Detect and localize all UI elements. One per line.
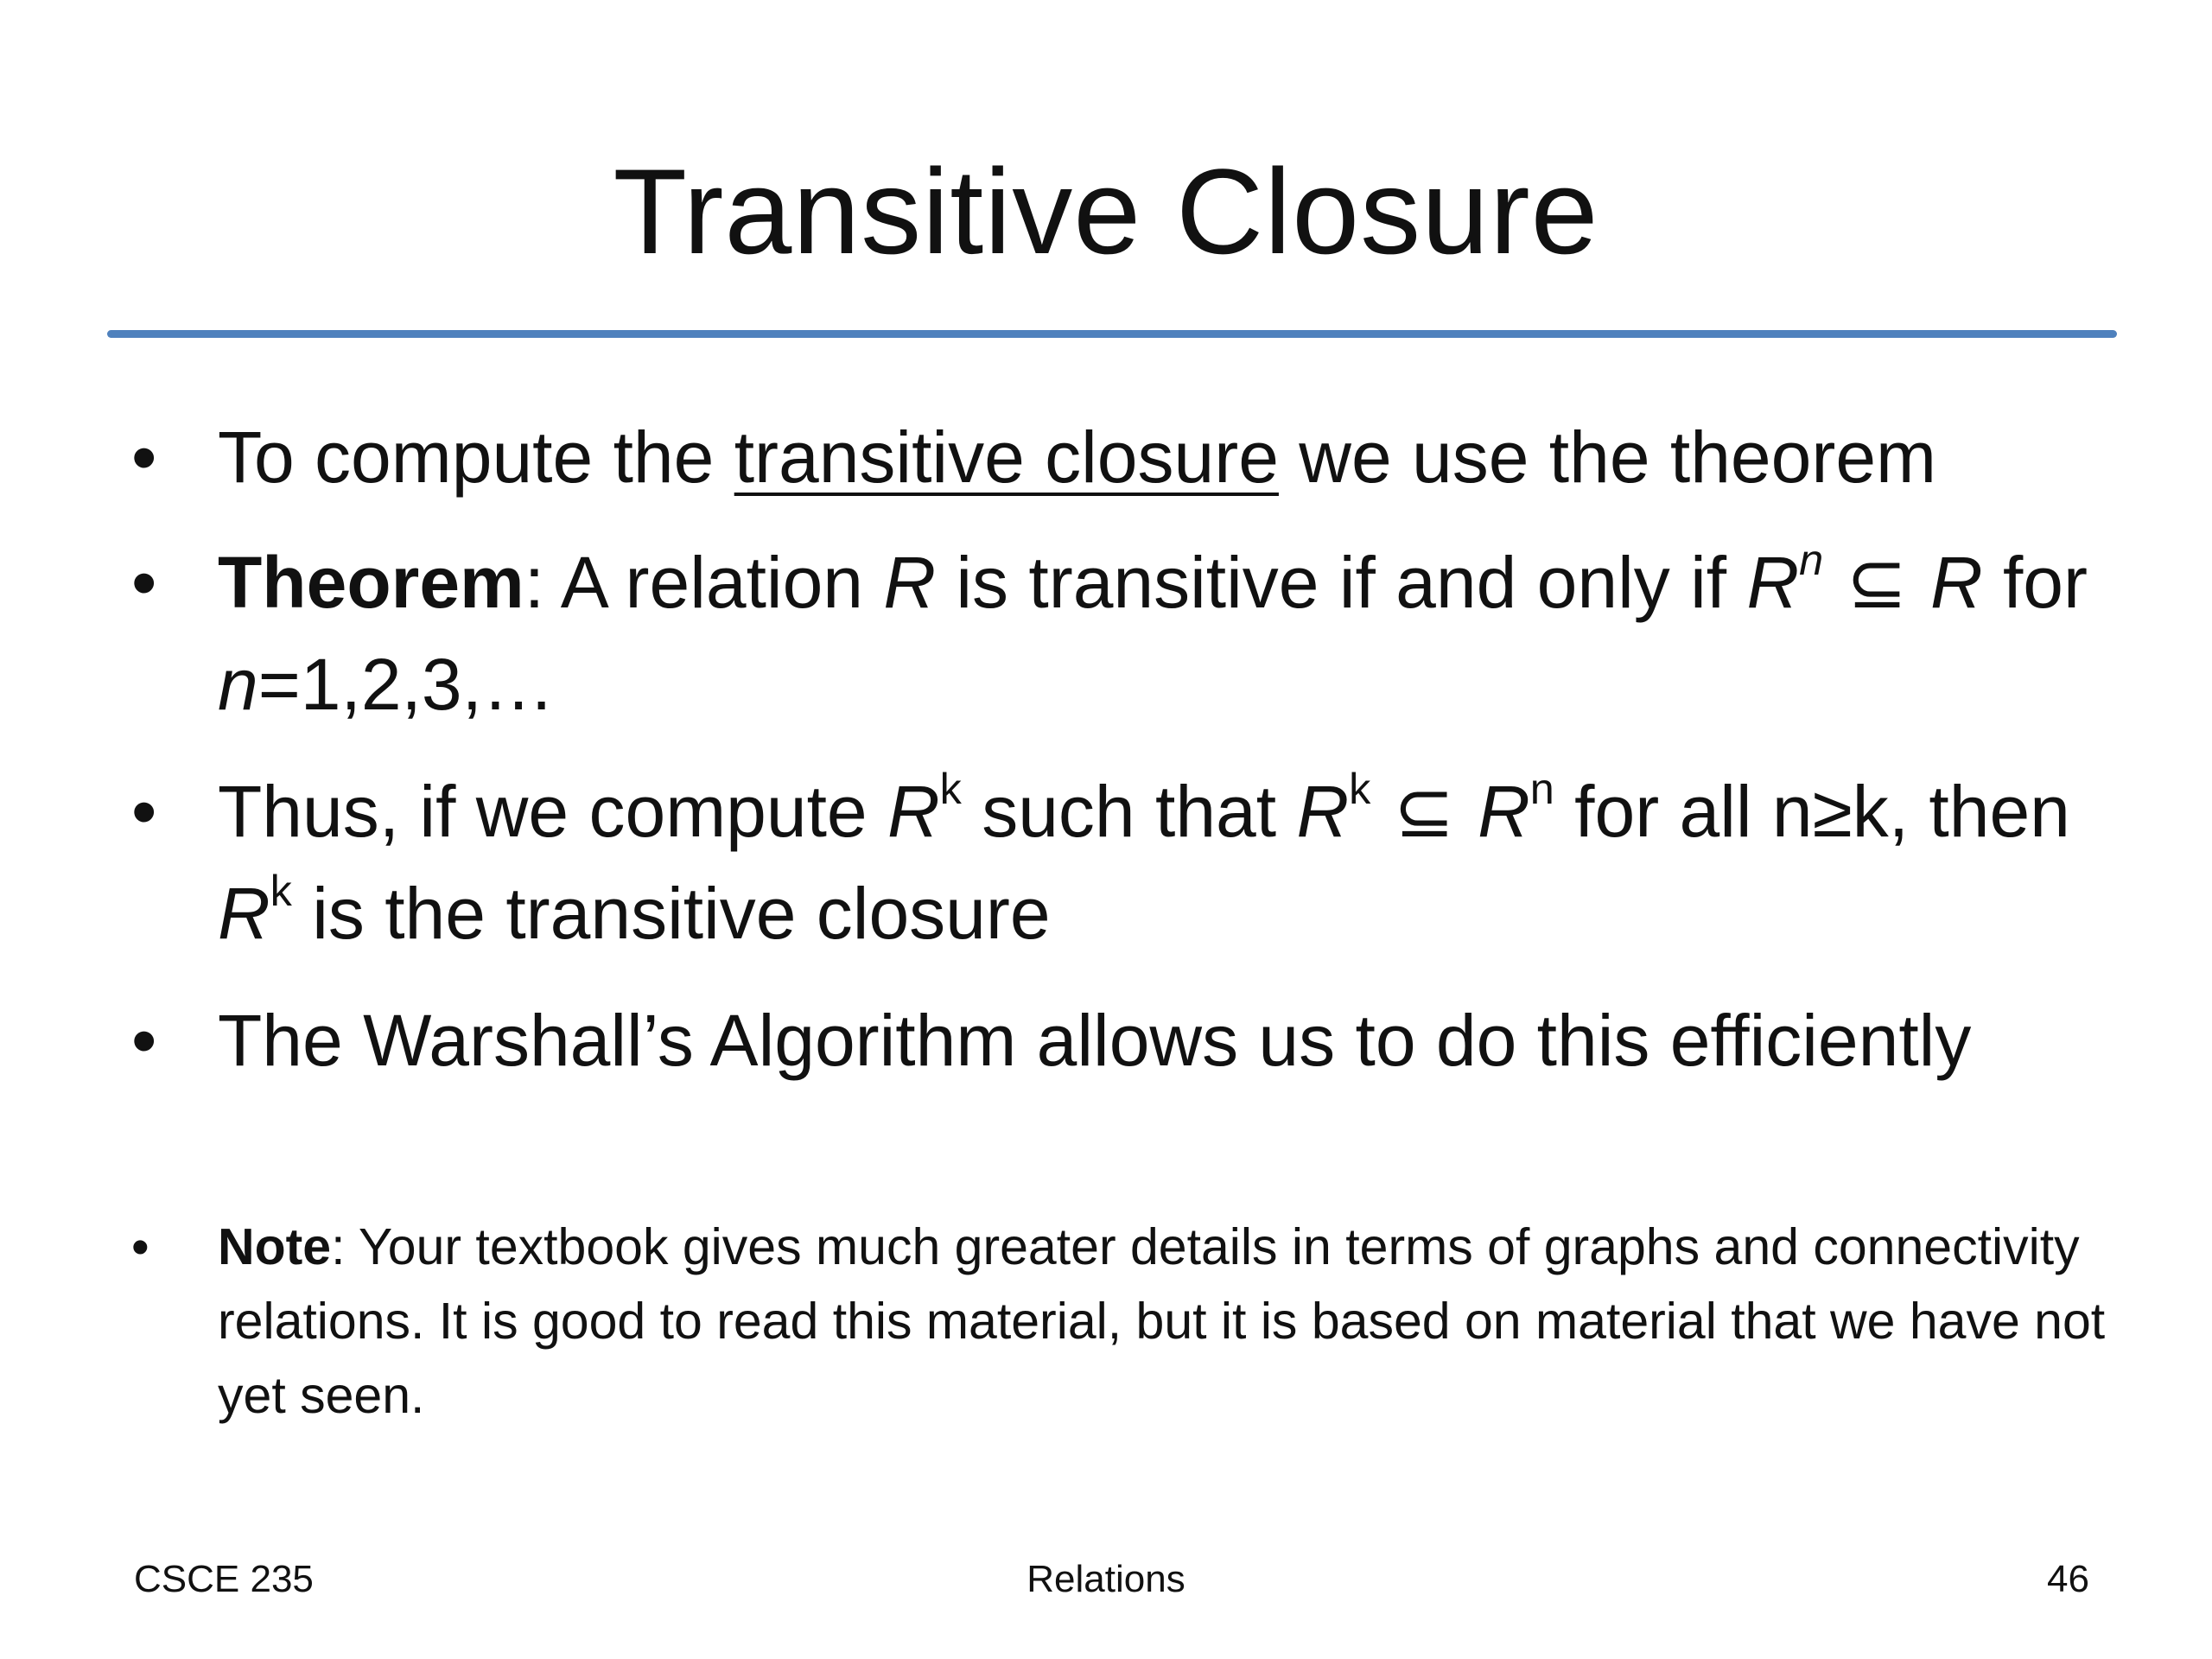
bullet-item-note: • Note: Your textbook gives much greater details in terms of graphs and connectivity relations. It is good to read this material, but it is based on material that we have not yet seen.	[218, 1210, 2127, 1433]
note-label: Note	[218, 1218, 332, 1275]
subset-symbol: ⊆	[1823, 540, 1930, 625]
bullet-dot-icon: •	[131, 1000, 157, 1081]
bullet-item: • Theorem: A relation R is transitive if and only if $R^n$ ⊆ R for n=1,2,3,…	[218, 531, 2127, 735]
slide-title: Transitive Closure	[613, 143, 1599, 279]
bullet-item: • Thus, if we compute $R^k$ such that $R^k$ ⊆ $R^n$ for all n≥k, then $R^k$ is the transitive closure	[218, 760, 2127, 964]
footer-page-number: 46	[2047, 1558, 2089, 1600]
transitive-closure-term: transitive closure	[734, 416, 1279, 498]
bullet-item: • The Warshall’s Algorithm allows us to do this efficiently	[218, 989, 2127, 1091]
footer-course: CSCE 235	[134, 1558, 314, 1600]
bullet-item: • To compute the transitive closure we use the theorem	[218, 406, 2127, 508]
bullet-dot-icon: •	[131, 771, 157, 852]
bullet-dot-icon: •	[131, 542, 157, 623]
bullet-dot-icon: •	[131, 1218, 149, 1275]
theorem-label: Theorem	[218, 542, 524, 623]
title-divider	[107, 330, 2117, 338]
footer-topic: Relations	[1027, 1558, 1185, 1600]
bullet-dot-icon: •	[131, 416, 157, 498]
subset-symbol: ⊆	[1370, 769, 1478, 854]
